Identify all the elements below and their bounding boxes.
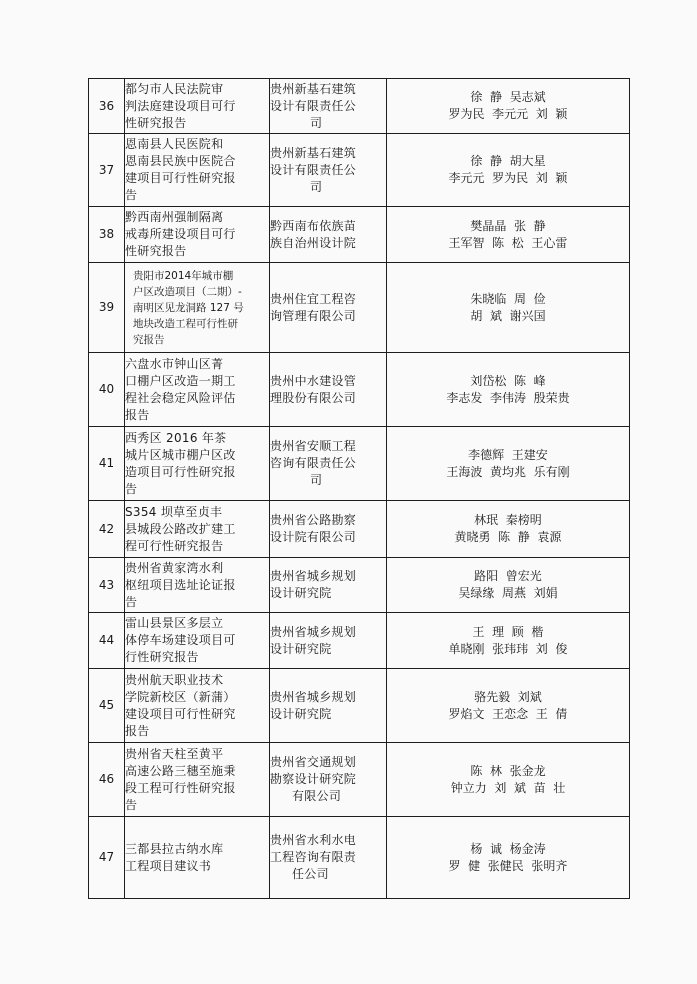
participants-line: 李志发 李伟涛 殷荣贵 (446, 390, 570, 405)
participants (387, 353, 630, 427)
participants-line: 罗焰文 王恋念 王 倩 (448, 706, 568, 721)
organization-line: 贵州省安顺工程 (270, 439, 357, 453)
table-row (89, 207, 630, 263)
organization (270, 613, 387, 669)
project-name-line: 段工程可行性研究报 (125, 780, 236, 795)
organization-line: 司 (310, 473, 323, 487)
participants-line: 刘岱松 陈 峰 (470, 373, 546, 388)
project-name-line: 三都县拉古纳水库 (125, 841, 224, 856)
project-name-line: 建项目可行性研究报 (125, 171, 236, 185)
organization-line: 贵州新基石建筑 (270, 145, 357, 160)
project-name (125, 79, 270, 134)
organization (270, 427, 387, 501)
project-name-line: 地块改造工程可行性研 (133, 317, 238, 330)
participants-line: 骆先毅 刘斌 (474, 689, 542, 704)
project-name (125, 353, 270, 427)
row-number: 41 (89, 427, 125, 501)
project-name-line: 戒毒所建设项目可行 (125, 227, 236, 241)
participants-line: 罗为民 李元元 刘 颖 (448, 107, 568, 121)
project-name-line: 告 (125, 797, 138, 812)
organization (270, 353, 387, 427)
row-number: 47 (89, 817, 125, 899)
project-name-line: 黔西南州强制隔离 (125, 210, 224, 224)
project-name-line: 县城段公路改扩建工 (125, 521, 236, 536)
project-name-line: 雷山县景区多层立 (125, 616, 224, 630)
participants-line: 王军智 陈 松 王心雷 (448, 235, 568, 250)
project-name (125, 669, 270, 743)
organization (270, 207, 387, 263)
participants (387, 817, 630, 899)
participants (387, 669, 630, 743)
project-name-line: 高速公路三穗至施秉 (125, 763, 236, 778)
table-row (89, 353, 630, 427)
organization-line: 设计院有限公司 (270, 530, 357, 544)
participants-line: 徐 静 吴志斌 (470, 90, 546, 104)
participants-line: 王 理 顾 楷 (472, 624, 544, 639)
participants-line: 黄晓勇 陈 静 袁源 (454, 530, 562, 544)
organization-line: 贵州省城乡规划 (270, 624, 357, 639)
participants-line: 路阳 曾宏光 (474, 569, 542, 583)
organization-line: 勘察设计研究院 (270, 772, 357, 786)
organization (270, 669, 387, 743)
table-row (89, 501, 630, 558)
project-name (125, 613, 270, 669)
organization (270, 134, 387, 207)
project-name-line: 户区改造项目（二期）- (133, 285, 242, 298)
organization-line: 咨询有限责任公 (270, 456, 357, 470)
project-name-line: 贵州航天职业技术 (125, 672, 224, 687)
project-name-line: 判法庭建设项目可行 (125, 98, 236, 113)
organization-line: 工程咨询有限责 (270, 850, 357, 864)
project-name-line: 贵州省黄家湾水利 (125, 560, 224, 575)
project-name-line: 恩南县人民医院和 (125, 137, 224, 151)
participants (387, 558, 630, 613)
organization-line: 司 (310, 115, 323, 130)
project-name (125, 207, 270, 263)
table-row (89, 263, 630, 353)
project-name-line: 行性研究报告 (125, 650, 199, 664)
project-name-line: 报告 (125, 723, 150, 738)
participants-line: 李德辉 王建安 (468, 447, 548, 462)
participants (387, 743, 630, 817)
table-row (89, 558, 630, 613)
project-name (125, 558, 270, 613)
participants-line: 徐 静 胡大星 (470, 154, 546, 168)
participants (387, 613, 630, 669)
project-name-line: 体停车场建设项目可 (125, 633, 236, 647)
project-name-line: 南明区见龙洞路 127 号 (133, 301, 244, 314)
row-number: 38 (89, 207, 125, 263)
table-row (89, 427, 630, 501)
project-name-line: 性研究报告 (125, 244, 187, 258)
participants-line: 王海波 黄均兆 乐有刚 (446, 464, 570, 479)
participants-line: 钟立力 刘 斌 苗 壮 (450, 780, 566, 795)
participants-line: 杨 诚 杨金涛 (470, 841, 546, 856)
participants (387, 263, 630, 353)
organization-line: 贵州中水建设管 (270, 373, 357, 388)
organization-line: 贵州省公路勘察 (270, 513, 357, 527)
table-row (89, 817, 630, 899)
organization-line: 贵州省交通规划 (270, 755, 357, 769)
project-name (125, 427, 270, 501)
participants-line: 朱晓临 周 俭 (470, 291, 546, 306)
row-number: 44 (89, 613, 125, 669)
organization-line: 贵州省城乡规划 (270, 569, 357, 583)
project-name-line: 贵阳市2014年城市棚 (133, 269, 234, 282)
organization (270, 263, 387, 353)
organization-line: 理股份有限公司 (270, 390, 357, 405)
organization-line: 贵州新基石建筑 (270, 81, 357, 96)
organization (270, 743, 387, 817)
organization-line: 询管理有限公司 (270, 308, 357, 323)
project-name-line: 告 (125, 481, 138, 496)
table-row (89, 79, 630, 134)
project-name-line: 性研究报告 (125, 115, 187, 130)
row-number: 37 (89, 134, 125, 207)
project-name-line: 西秀区 2016 年茶 (125, 430, 227, 445)
participants (387, 134, 630, 207)
project-name (125, 134, 270, 207)
project-name-line: 贵州省天柱至黄平 (125, 746, 224, 761)
organization-line: 贵州省城乡规划 (270, 689, 357, 704)
participants (387, 501, 630, 558)
project-name-line: 恩南县民族中医院合 (125, 154, 236, 168)
table-row (89, 743, 630, 817)
organization (270, 558, 387, 613)
table-row (89, 134, 630, 207)
organization-line: 司 (310, 179, 323, 194)
project-name-line: 程社会稳定风险评估 (125, 390, 236, 405)
participants (387, 427, 630, 501)
organization-line: 设计研究院 (270, 706, 332, 721)
projects-table-body (89, 79, 630, 899)
row-number: 43 (89, 558, 125, 613)
project-name-line: 枢纽项目选址论证报 (125, 577, 236, 592)
project-name (125, 263, 270, 353)
project-name (125, 817, 270, 899)
organization-line: 贵州省水利水电 (270, 833, 357, 847)
participants (387, 207, 630, 263)
row-number: 42 (89, 501, 125, 558)
organization-line: 设计研究院 (270, 586, 332, 600)
organization-line: 设计有限责任公 (270, 162, 357, 177)
participants-line: 李元元 罗为民 刘 颖 (448, 171, 568, 185)
table-row (89, 669, 630, 743)
row-number: 39 (89, 263, 125, 353)
participants-line: 吴绿缘 周燕 刘娟 (458, 586, 558, 600)
organization-line: 任公司 (292, 867, 329, 881)
project-name-line: 建设项目可行性研究 (125, 706, 236, 721)
participants-line: 樊晶晶 张 静 (470, 218, 546, 233)
projects-table (88, 78, 630, 899)
row-number: 36 (89, 79, 125, 134)
project-name-line: 告 (125, 188, 138, 202)
participants-line: 罗 健 张健民 张明齐 (448, 858, 568, 873)
project-name-line: 城片区城市棚户区改 (125, 447, 236, 462)
organization-line: 族自治州设计院 (270, 235, 357, 250)
organization-line: 设计研究院 (270, 641, 332, 656)
row-number: 46 (89, 743, 125, 817)
project-name (125, 743, 270, 817)
participants-line: 陈 林 张金龙 (470, 763, 546, 778)
project-name-line: S354 坝草至贞丰 (125, 504, 223, 519)
project-name-line: 都匀市人民法院审 (125, 81, 224, 96)
participants-line: 单晓刚 张玮玮 刘 俊 (448, 641, 568, 656)
project-name-line: 口棚户区改造一期工 (125, 373, 236, 388)
table-row (89, 613, 630, 669)
organization (270, 79, 387, 134)
organization (270, 501, 387, 558)
project-name-line: 程可行性研究报告 (125, 538, 224, 553)
row-number: 45 (89, 669, 125, 743)
organization (270, 817, 387, 899)
project-name-line: 究报告 (133, 333, 165, 346)
organization-line: 设计有限责任公 (270, 98, 357, 113)
project-name-line: 六盘水市钟山区菁 (125, 356, 224, 371)
organization-line: 黔西南布依族苗 (270, 218, 357, 233)
project-name-line: 告 (125, 594, 138, 609)
participants-line: 胡 斌 谢兴国 (470, 308, 546, 323)
project-name-line: 工程项目建议书 (125, 858, 212, 873)
organization-line: 有限公司 (292, 789, 342, 803)
project-name (125, 501, 270, 558)
organization-line: 贵州住宜工程咨 (270, 291, 357, 306)
row-number: 40 (89, 353, 125, 427)
project-name-line: 学院新校区（新蒲） (125, 689, 236, 704)
project-name-line: 报告 (125, 407, 150, 422)
project-name-line: 造项目可行性研究报 (125, 464, 236, 479)
participants-line: 林珉 秦榜明 (474, 513, 542, 527)
participants (387, 79, 630, 134)
